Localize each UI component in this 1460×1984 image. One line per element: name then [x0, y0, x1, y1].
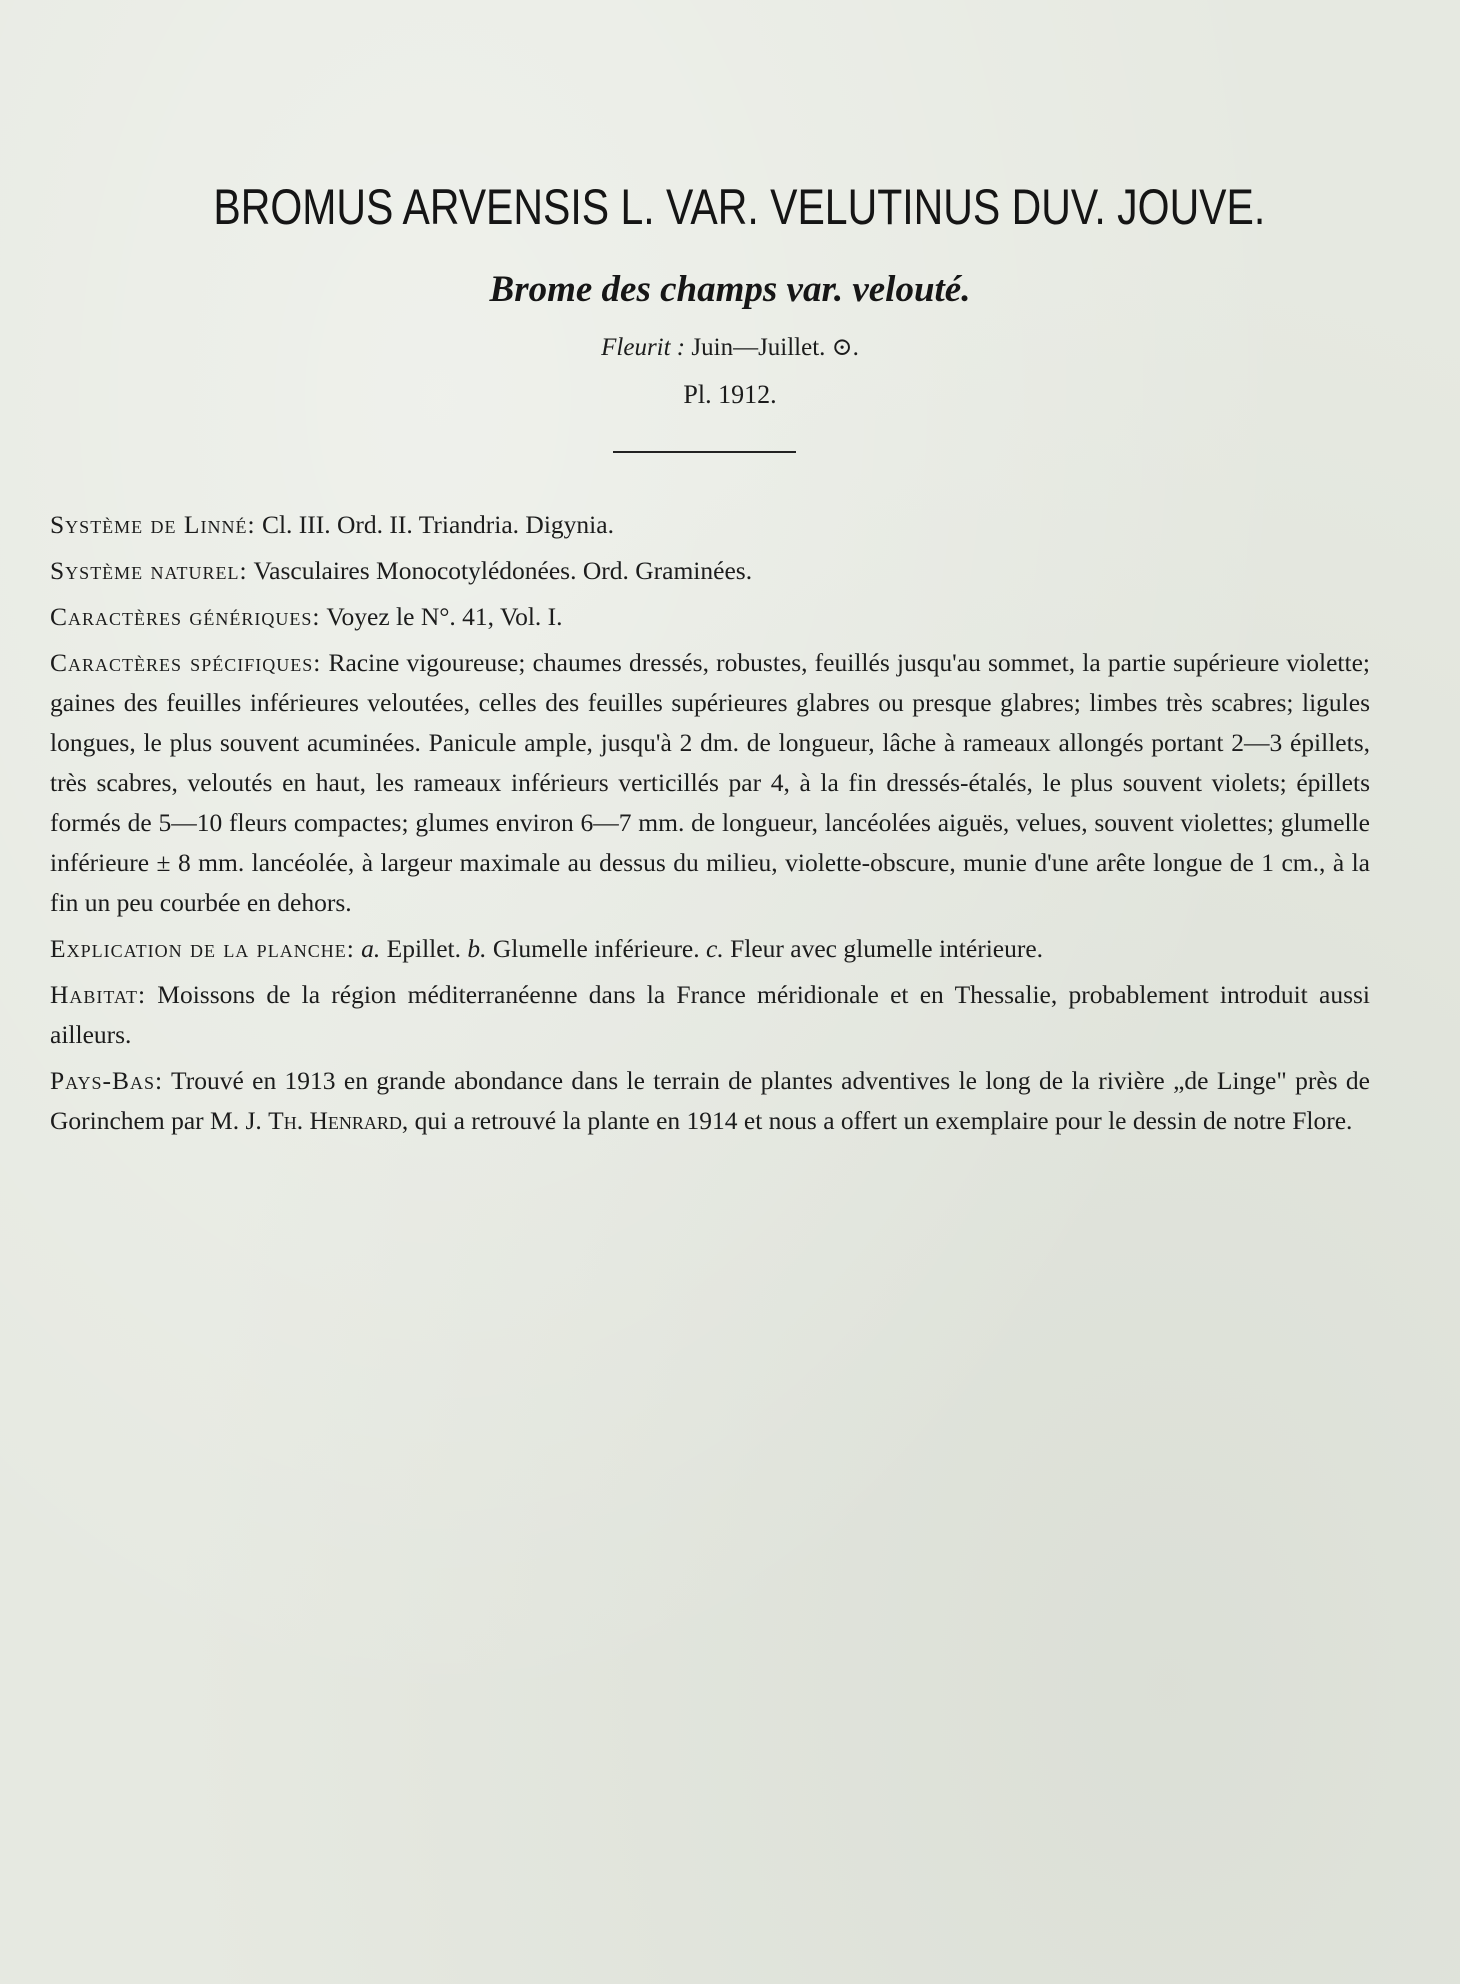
- plate-number: Pl. 1912.: [683, 380, 777, 409]
- section-text: Trouvé en 1913 en grande abondance dans le terrain de plantes adventives le long de la rivière „de Linge" près de Gorinchem par M. J.: [50, 1066, 1370, 1135]
- section-text: Vasculaires Monocotylédonées. Ord. Graminées.: [247, 556, 753, 585]
- section-generiques: [50, 597, 1370, 637]
- section-linne: [50, 505, 1370, 545]
- divider-rule: [613, 451, 796, 453]
- section-planche: [50, 929, 1370, 969]
- flowering-value: Juin—Juillet. ⊙.: [691, 334, 859, 361]
- section-paysbas: [50, 1061, 1370, 1141]
- collector-name: Th. Henrard,: [268, 1106, 409, 1135]
- common-name-subtitle: Brome des champs var. velouté.: [489, 269, 971, 310]
- section-heading: Caractères spécifiques:: [50, 648, 322, 677]
- section-heading: Caractères génériques:: [50, 602, 321, 631]
- section-habitat: [50, 975, 1370, 1055]
- figure-text-a: Epillet.: [380, 934, 468, 963]
- description-body: [50, 505, 1370, 1147]
- section-text: qui a retrouvé la plante en 1914 et nous a offert un exemplaire pour le dessin de notre Flore.: [408, 1106, 1353, 1135]
- figure-key-b: b.: [467, 934, 487, 963]
- flowering-line: [100, 332, 1360, 362]
- figure-key-c: c.: [706, 934, 724, 963]
- section-specifiques: [50, 643, 1370, 923]
- section-naturel: [50, 551, 1370, 591]
- section-heading: Système de Linné:: [50, 510, 256, 539]
- figure-text-c: Fleur avec glumelle intérieure.: [723, 934, 1044, 963]
- figure-key-a: a.: [361, 934, 381, 963]
- section-text: Voyez le N°. 41, Vol. I.: [320, 602, 563, 631]
- section-heading: Habitat:: [50, 980, 147, 1009]
- figure-text-b: Glumelle inférieure.: [486, 934, 707, 963]
- flowering-label: Fleurit :: [601, 334, 686, 361]
- section-heading: Système naturel:: [50, 556, 248, 585]
- section-text: Cl. III. Ord. II. Triandria. Digynia.: [255, 510, 614, 539]
- section-heading: Pays-Bas:: [50, 1066, 164, 1095]
- section-text: Racine vigoureuse; chaumes dressés, robustes, feuillés jusqu'au sommet, la partie supérieure violette; gaines des feuilles inférieures veloutées, celles des feuilles supérieures glabres ou presque glabres; limbes très scabres; ligules longues, le plus souvent acuminées. Panicule ample, jusqu'à 2 dm. de longueur, lâche à rameaux allongés portant 2—3 épillets, très scabres, veloutés en haut, les rameaux inférieurs verticillés par 4, à la fin dressés-étalés, le plus souvent violets; épillets formés de 5—10 fleurs compactes; glumes environ 6—7 mm. de longueur, lancéolées aiguës, velues, souvent violettes; glumelle inférieure ± 8 mm. lancéolée, à largeur maximale au dessus du milieu, violette-obscure, munie d'une arête longue de 1 cm., à la fin un peu courbée en dehors.: [50, 648, 1370, 917]
- section-text: Moissons de la région méditerranéenne dans la France méridionale et en Thessalie, probablement introduit aussi ailleurs.: [50, 980, 1370, 1049]
- species-title: BROMUS ARVENSIS L. VAR. VELUTINUS DUV. JOUVE.: [213, 179, 1266, 235]
- section-heading: Explication de la planche:: [50, 934, 355, 963]
